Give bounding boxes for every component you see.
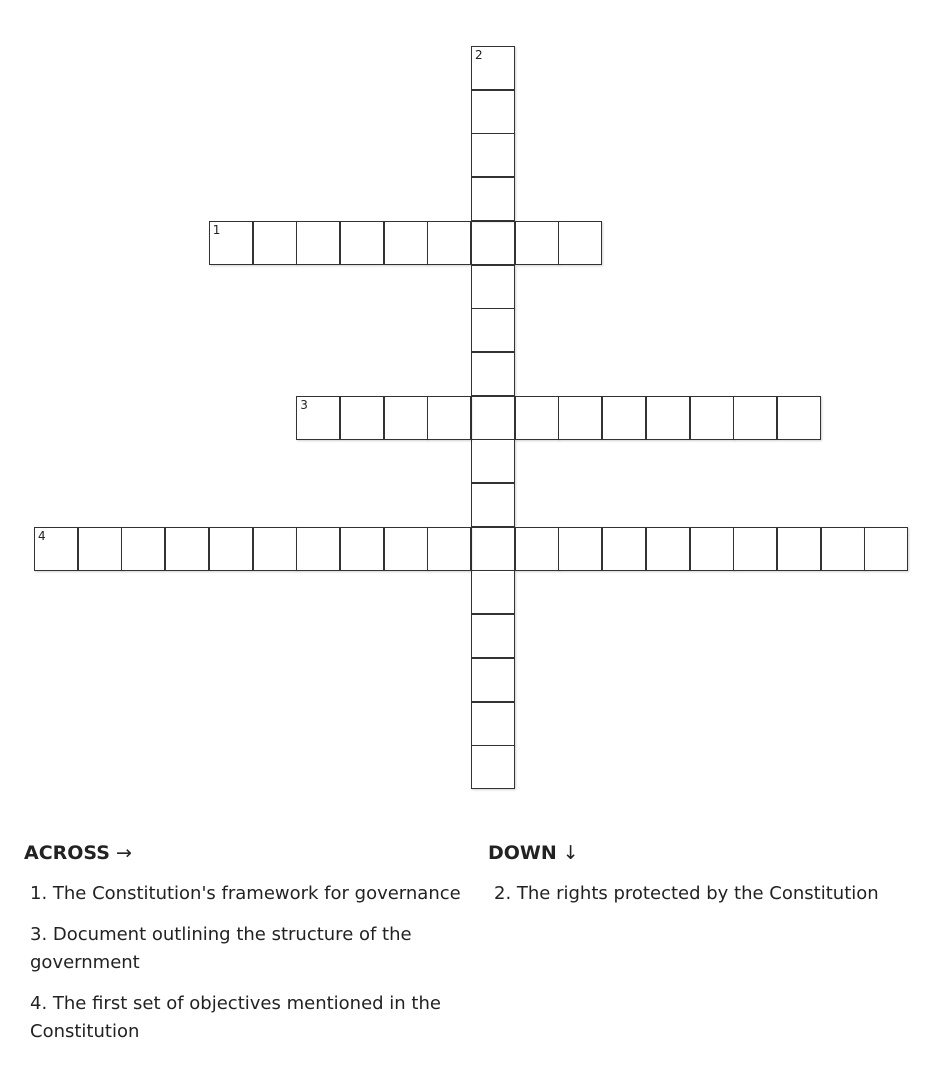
grid-cell[interactable] <box>602 527 646 571</box>
grid-cell[interactable] <box>427 527 471 571</box>
grid-cell[interactable] <box>165 527 209 571</box>
clue-number: 2 <box>475 48 483 62</box>
grid-cell[interactable] <box>471 221 515 265</box>
across-clues-section <box>24 840 464 1059</box>
grid-cell[interactable] <box>515 527 559 571</box>
grid-cell[interactable] <box>733 396 777 440</box>
grid-cell[interactable] <box>471 177 515 221</box>
grid-cell[interactable] <box>471 265 515 309</box>
grid-cell[interactable] <box>296 221 340 265</box>
grid-cell[interactable] <box>427 221 471 265</box>
grid-cell[interactable] <box>646 396 690 440</box>
clue-number: 4 <box>38 528 46 543</box>
grid-cell[interactable] <box>471 133 515 177</box>
across-clue-4: 4. The first set of objectives mentioned in the Constitution <box>30 993 441 1042</box>
grid-cell[interactable] <box>209 221 253 265</box>
grid-cell[interactable] <box>690 396 734 440</box>
grid-cell[interactable] <box>471 352 515 396</box>
grid-cell[interactable] <box>602 396 646 440</box>
grid-cell[interactable] <box>821 527 865 571</box>
grid-cell[interactable] <box>558 396 602 440</box>
arrow-down-icon: ↓ <box>562 842 579 864</box>
grid-cell[interactable] <box>471 396 515 440</box>
grid-cell[interactable] <box>34 527 78 571</box>
grid-cell[interactable] <box>558 527 602 571</box>
grid-cell[interactable] <box>515 396 559 440</box>
down-clue-2: 2. The rights protected by the Constitution <box>494 883 879 904</box>
grid-cell[interactable] <box>471 483 515 527</box>
grid-cell[interactable] <box>78 527 122 571</box>
grid-cell[interactable] <box>471 614 515 658</box>
grid-cell[interactable] <box>471 702 515 746</box>
grid-cell[interactable] <box>646 527 690 571</box>
grid-cell[interactable] <box>296 396 340 440</box>
grid-cell[interactable] <box>384 221 428 265</box>
grid-cell[interactable] <box>690 527 734 571</box>
grid-cell[interactable] <box>471 439 515 483</box>
grid-cell[interactable] <box>471 527 515 571</box>
grid-cell[interactable] <box>384 527 428 571</box>
grid-cell[interactable] <box>427 396 471 440</box>
grid-cell[interactable] <box>253 527 297 571</box>
across-clue-1: 1. The Constitution's framework for governance <box>30 883 461 904</box>
grid-cell[interactable] <box>384 396 428 440</box>
grid-cell[interactable] <box>864 527 908 571</box>
grid-cell[interactable] <box>340 221 384 265</box>
grid-cell[interactable] <box>471 308 515 352</box>
grid-cell[interactable] <box>471 46 515 90</box>
clue-number: 1 <box>212 222 221 237</box>
grid-cell[interactable] <box>733 527 777 571</box>
grid-cell[interactable] <box>296 527 340 571</box>
grid-cell[interactable] <box>340 396 384 440</box>
clue-number: 3 <box>300 397 308 412</box>
grid-cell[interactable] <box>515 221 559 265</box>
across-heading: ACROSS → <box>24 842 132 864</box>
grid-cell[interactable] <box>777 527 821 571</box>
grid-cell[interactable] <box>209 527 253 571</box>
grid-cell[interactable] <box>471 658 515 702</box>
down-clues-section <box>488 840 918 921</box>
down-heading: DOWN ↓ <box>488 842 579 864</box>
arrow-right-icon: → <box>115 842 132 864</box>
grid-cell[interactable] <box>777 396 821 440</box>
grid-cell[interactable] <box>471 570 515 614</box>
grid-cell[interactable] <box>121 527 165 571</box>
across-clue-3: 3. Document outlining the structure of the government <box>30 924 412 973</box>
grid-cell[interactable] <box>471 90 515 134</box>
grid-cell[interactable] <box>471 745 515 789</box>
grid-cell[interactable] <box>253 221 297 265</box>
grid-cell[interactable] <box>558 221 602 265</box>
grid-cell[interactable] <box>340 527 384 571</box>
